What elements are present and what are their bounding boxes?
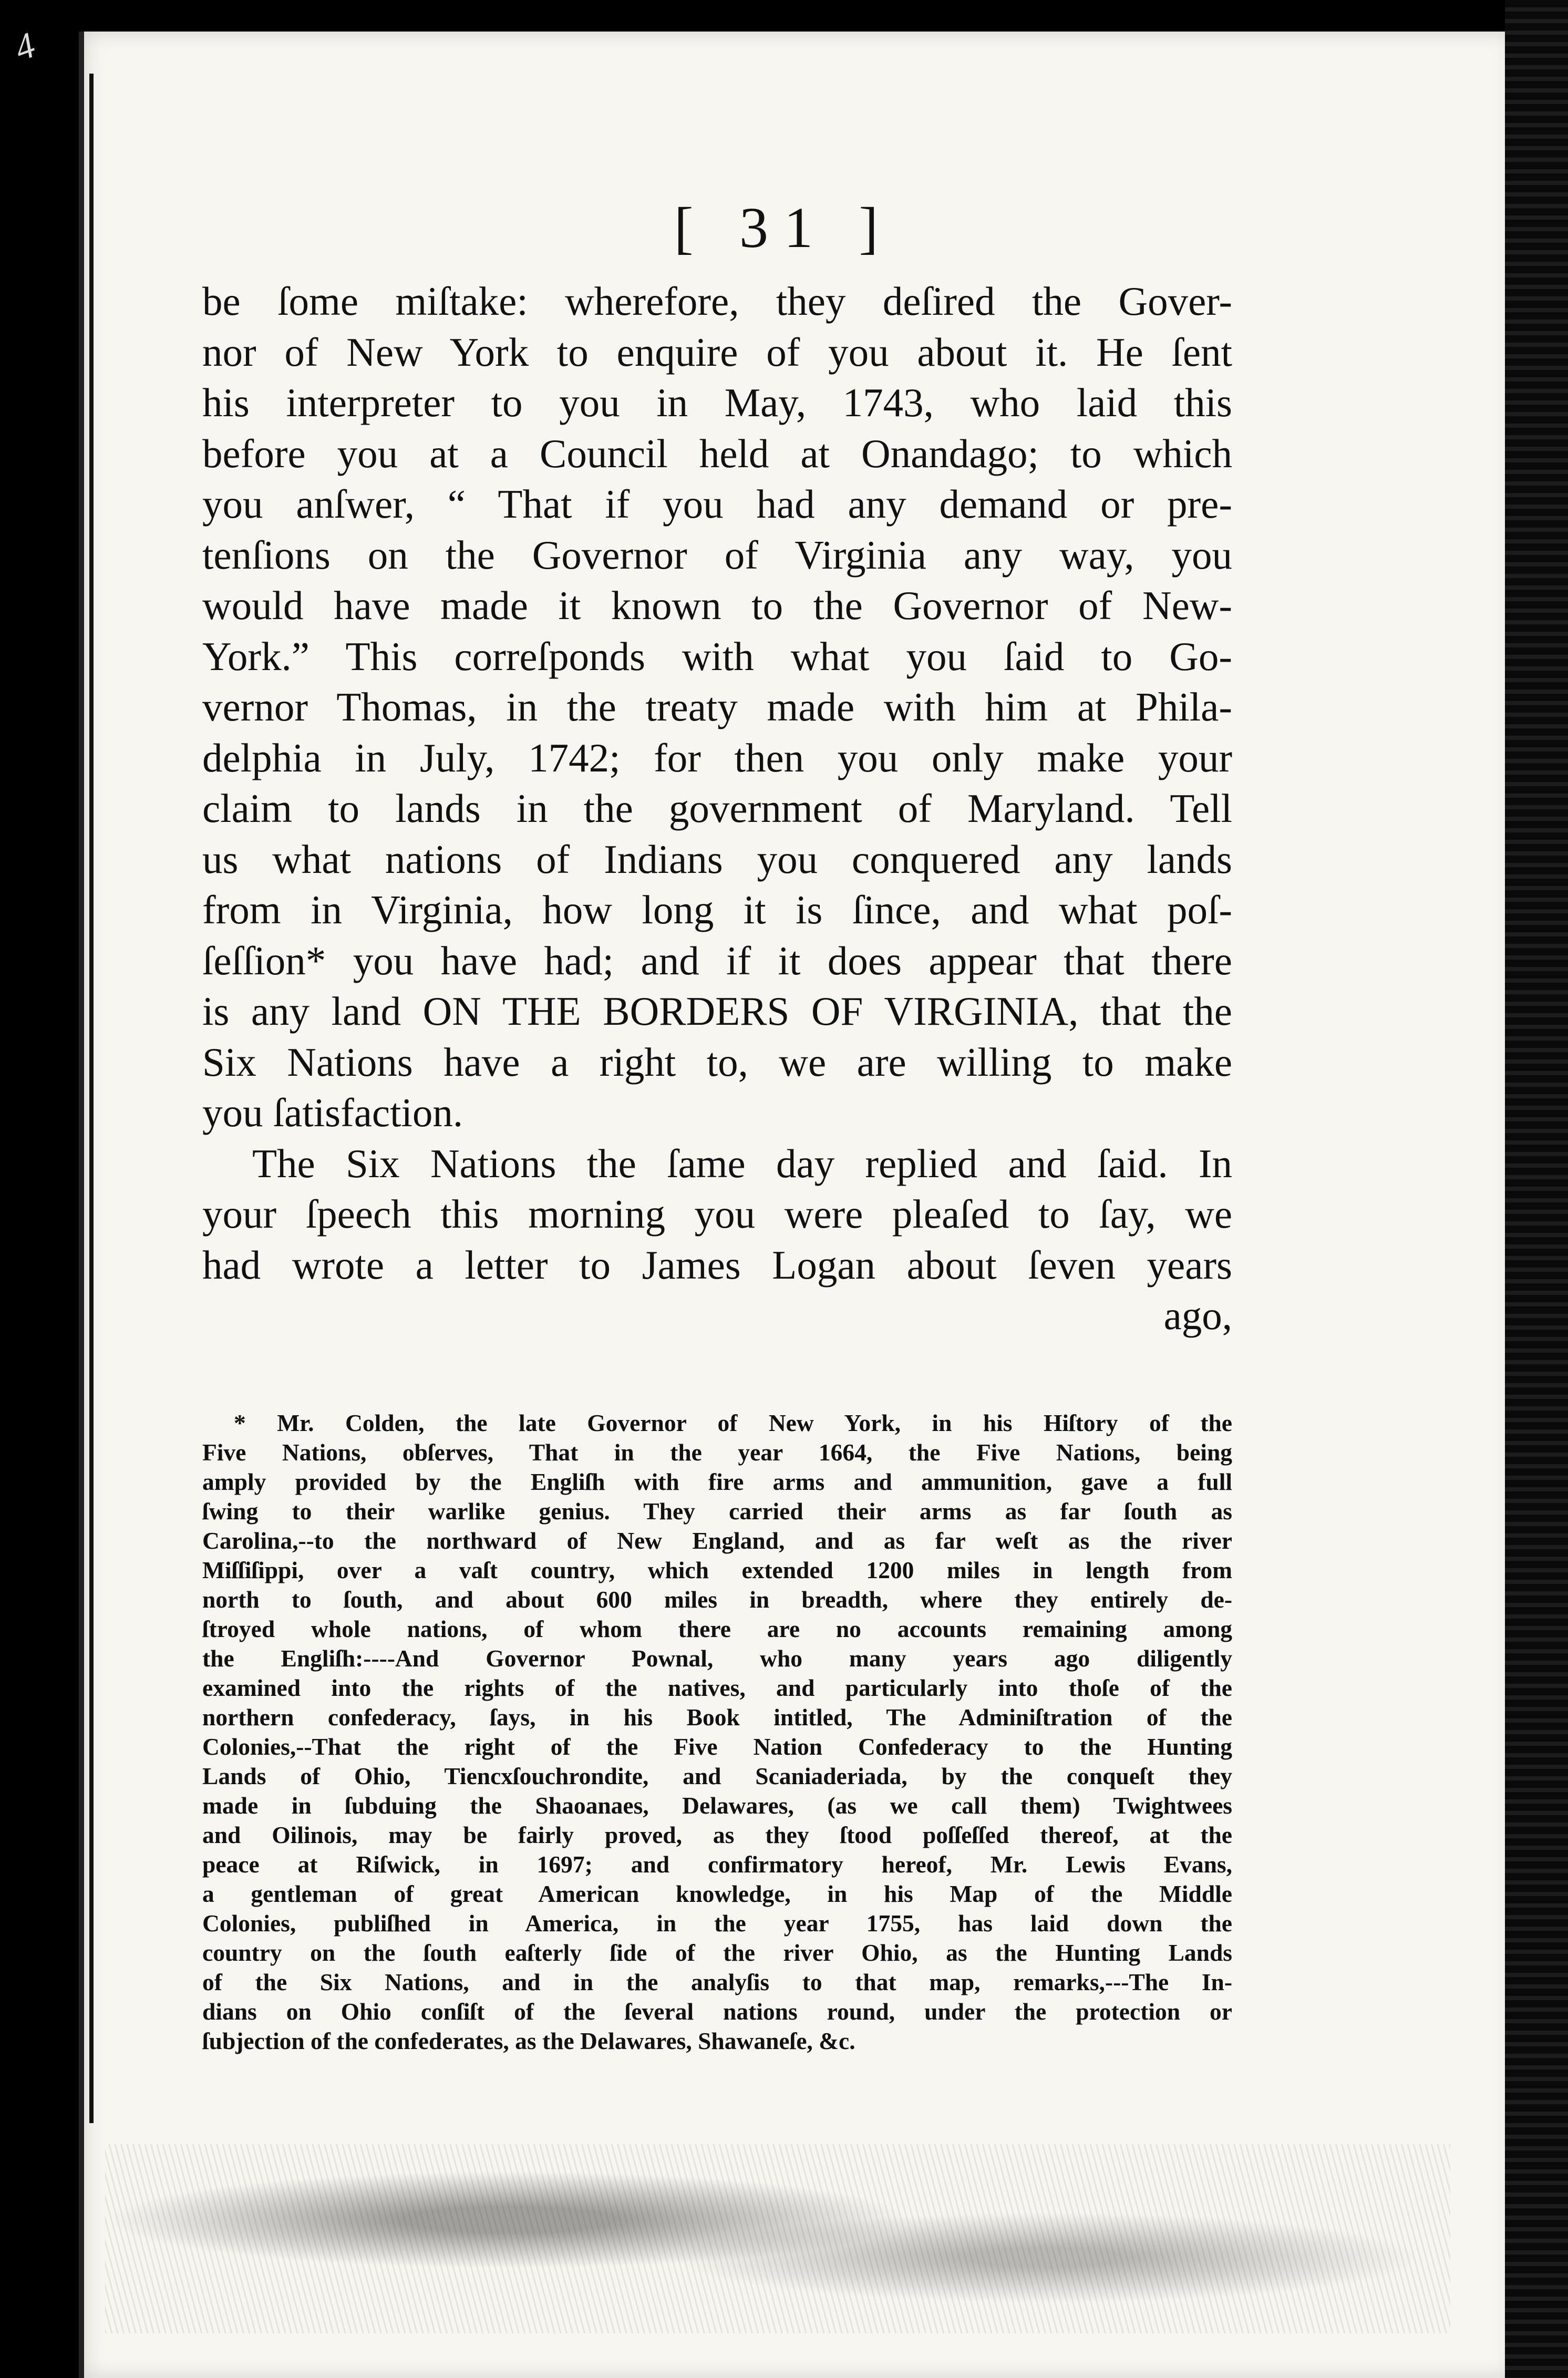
- footnote-line: Lands of Ohio, Tiencxſouchrondite, and Scaniaderiada, by the conqueſt they: [202, 1763, 1232, 1789]
- footnote-line: northern confederacy, ſays, in his Book intitled, The Adminiſtration of the: [202, 1704, 1232, 1731]
- footnote-line: ſtroyed whole nations, of whom there are no accounts remaining among: [202, 1615, 1232, 1642]
- text-line: you ſatisfaction.: [202, 1090, 463, 1135]
- catchword: ago,: [1163, 1293, 1232, 1338]
- footnote-line: Carolina,--to the northward of New England, and as far weſt as the river: [202, 1527, 1232, 1554]
- footnote-line: examined into the rights of the natives, and particularly into thoſe of the: [202, 1674, 1232, 1701]
- page-number: [ 31 ]: [674, 195, 894, 260]
- text-line: vernor Thomas, in the treaty made with him at Phila-: [202, 684, 1232, 729]
- text-line: his interpreter to you in May, 1743, who laid this: [202, 380, 1232, 425]
- footnote-line: the Engliſh:----And Governor Pownal, who many years ago diligently: [202, 1645, 1232, 1672]
- footnote-line: * Mr. Colden, the late Governor of New York, in his Hiſtory of the: [234, 1409, 1232, 1436]
- footnote: [202, 1408, 1232, 2056]
- dark-scan-edge: [1505, 0, 1568, 2378]
- footnote-line: and Oilinois, may be fairly proved, as they ſtood poſſeſſed thereof, at the: [202, 1821, 1232, 1848]
- text-line: your ſpeech this morning you were pleaſed to ſay, we: [202, 1191, 1232, 1237]
- footnote-line: Colonies, publiſhed in America, in the year 1755, has laid down the: [202, 1910, 1232, 1937]
- footnote-line: a gentleman of great American knowledge, in his Map of the Middle: [202, 1880, 1232, 1907]
- footnote-line: ſubjection of the confederates, as the Delawares, Shawaneſe, &c.: [202, 2027, 855, 2054]
- binding-edge: [89, 74, 94, 2123]
- text-line: Six Nations have a right to, we are willing to make: [202, 1039, 1232, 1085]
- scan-smudge: [105, 2144, 1450, 2333]
- footnote-line: Five Nations, obſerves, That in the year 1664, the Five Nations, being: [202, 1439, 1232, 1466]
- corner-mark: 4: [9, 25, 40, 69]
- main-text: [202, 276, 1232, 1341]
- text-line: you anſwer, “ That if you had any demand or pre-: [202, 481, 1232, 527]
- footnote-line: made in ſubduing the Shaoanaes, Delawares, (as we call them) Twightwees: [202, 1792, 1232, 1819]
- footnote-line: ſwing to their warlike genius. They carried their arms as far ſouth as: [202, 1498, 1232, 1525]
- footnote-line: country on the ſouth eaſterly ſide of the river Ohio, as the Hunting Lands: [202, 1939, 1232, 1966]
- text-line: The Six Nations the ſame day replied and ſaid. In: [252, 1140, 1232, 1186]
- footnote-line: amply provided by the Engliſh with fire arms and ammunition, gave a full: [202, 1468, 1232, 1495]
- text-line: from in Virginia, how long it is ſince, and what poſ-: [202, 887, 1232, 932]
- text-line: us what nations of Indians you conquered any lands: [202, 836, 1232, 882]
- footnote-line: Miſſiſippi, over a vaſt country, which extended 1200 miles in length from: [202, 1557, 1232, 1583]
- text-line: before you at a Council held at Onandago; to which: [202, 430, 1232, 476]
- footnote-line: dians on Ohio conſiſt of the ſeveral nations round, under the protection or: [202, 1998, 1232, 2025]
- text-line: delphia in July, 1742; for then you only make your: [202, 735, 1232, 780]
- footnote-line: of the Six Nations, and in the analyſis to that map, remarks,---The In-: [202, 1969, 1232, 1995]
- footnote-line: peace at Riſwick, in 1697; and confirmatory hereof, Mr. Lewis Evans,: [202, 1851, 1232, 1878]
- footnote-line: north to ſouth, and about 600 miles in breadth, where they entirely de-: [202, 1586, 1232, 1613]
- text-line: nor of New York to enquire of you about it. He ſent: [202, 329, 1232, 375]
- text-line: is any land ON THE BORDERS OF VIRGINIA, that the: [202, 989, 1232, 1034]
- text-line: would have made it known to the Governor of New-: [202, 583, 1232, 628]
- text-line: York.” This correſponds with what you ſaid to Go-: [202, 633, 1232, 679]
- text-line: ſeſſion* you have had; and if it does appear that there: [202, 938, 1232, 983]
- text-line: had wrote a letter to James Logan about ſeven years: [202, 1242, 1232, 1288]
- text-line: be ſome miſtake: wherefore, they deſired the Gover-: [202, 279, 1232, 324]
- text-line: tenſions on the Governor of Virginia any way, you: [202, 532, 1232, 578]
- text-line: claim to lands in the government of Maryland. Tell: [202, 786, 1232, 831]
- footnote-line: Colonies,--That the right of the Five Nation Confederacy to the Hunting: [202, 1733, 1232, 1760]
